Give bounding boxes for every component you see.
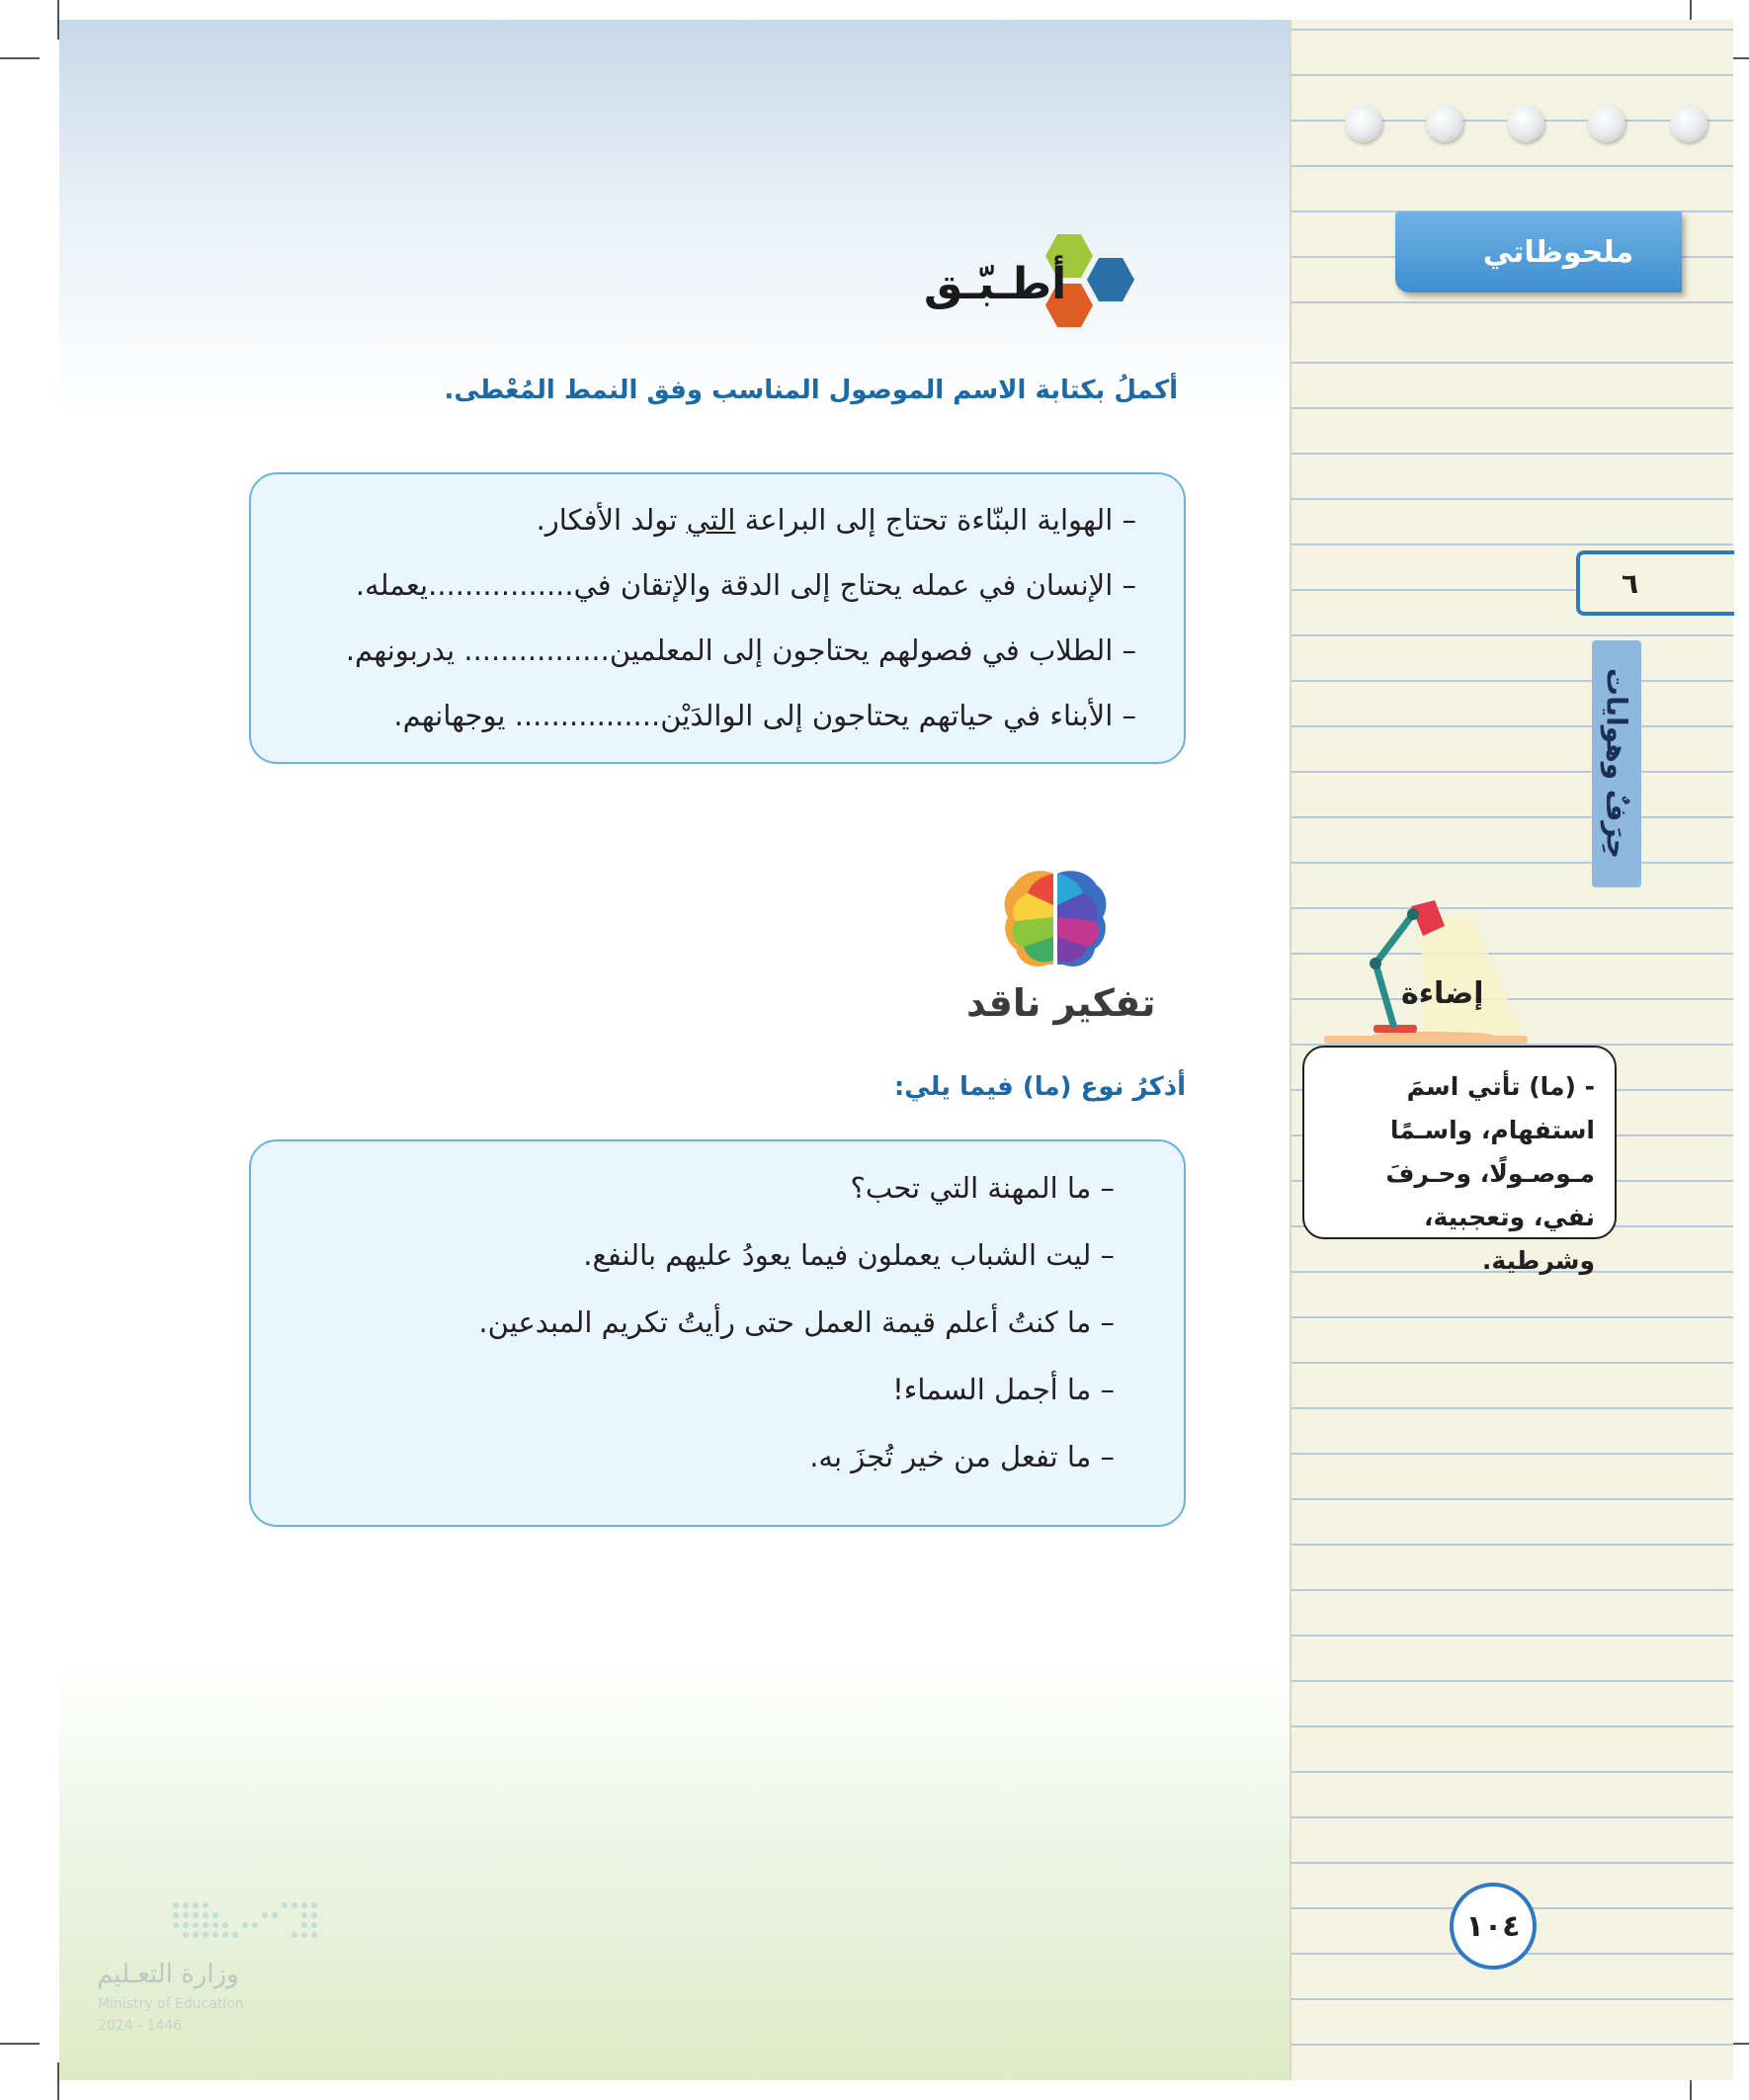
critical-sentence: – ليت الشباب يعملون فيما يعودُ عليهم بالنفع. [583,1238,1115,1272]
sentence-text: – الأبناء في حياتهم يحتاجون إلى الوالدَيْن [660,699,1136,732]
critical-instruction-text: أذكرُ نوع (ما) فيما يلي: [893,1072,1186,1102]
sentence-text: تولد الأفكار. [536,503,687,537]
binder-ring-icon [1670,105,1707,142]
apply-sentence [346,552,1136,618]
desk-lamp-icon [1354,894,1541,1043]
ministry-name-ar: وزارة التعـليم [97,1960,239,1989]
sentence-text: – الهواية البنّاءة تحتاج إلى البراعة [735,503,1136,537]
apply-sentence [346,618,1136,683]
unit-title-tab [1592,640,1641,887]
apply-title: أطـبّـق [924,259,1067,309]
fill-blank[interactable]: ................ [514,699,661,732]
binder-ring-icon [1426,105,1463,142]
ministry-name-en: Ministry of Education [98,1996,244,2012]
ministry-year: 2024 - 1446 [98,2018,183,2034]
critical-sentence: – ما كنتُ أعلم قيمة العمل حتى رأيتُ تكريم المبدعين. [478,1305,1115,1339]
lighting-label: إضاءة [1401,976,1484,1011]
apply-instruction [445,376,1179,405]
apply-sentence [346,683,1136,748]
critical-instruction [894,1072,1186,1102]
unit-number: ٦ [1622,566,1639,600]
sentence-text: – الإنسان في عمله يحتاج إلى الدقة والإتقان في [573,568,1136,602]
fill-blank[interactable]: ................ [428,568,574,602]
apply-box [249,472,1186,764]
sentence-text: يوجهانهم. [393,699,515,732]
apply-instruction-text: أكملُ بكتابة الاسم الموصول المناسب وفق النمط المُعْطى. [444,376,1178,405]
crop-mark [0,57,40,59]
lighting-note-text: - (ما) تأتي اسمَ استفهام، واسـمًا مـوصـولًا، وحـرفَ نفي، وتعجبية، وشرطية. [1385,1072,1595,1275]
notes-tab [1395,211,1682,293]
unit-title: حِرَفٌ وهوايات [1600,668,1633,860]
critical-sentence: – ما المهنة التي تحب؟ [850,1171,1115,1205]
brain-icon [1000,866,1111,974]
binder-ring-icon [1588,105,1625,142]
sentence-text: – الطلاب في فصولهم يحتاجون إلى المعلمين [609,633,1136,667]
critical-box [249,1139,1186,1527]
apply-sentence [346,487,1136,552]
example-relative-pronoun: التي [686,503,736,537]
lighting-note-box [1302,1046,1617,1275]
fill-blank[interactable]: ................ [463,633,610,667]
critical-sentence-list [478,1154,1115,1490]
critical-sentence: – ما أجمل السماء! [892,1373,1115,1406]
sentence-text: يعمله. [355,568,429,602]
critical-sentence: – ما تفعل من خير تُجزَ به. [809,1440,1115,1473]
page-number: ١٠٤ [1450,1883,1537,1970]
binder-ring-icon [1345,105,1382,142]
sentence-text: يدربونهم. [345,633,464,667]
crop-mark [0,2043,40,2045]
apply-sentence-list [346,487,1136,748]
notes-tab-label: ملحوظاتي [1482,234,1634,270]
ministry-logo-icon [170,1899,320,1947]
unit-number-tab [1576,550,1734,616]
binder-ring-icon [1507,105,1544,142]
critical-thinking-title: تفكير ناقد [966,981,1156,1025]
